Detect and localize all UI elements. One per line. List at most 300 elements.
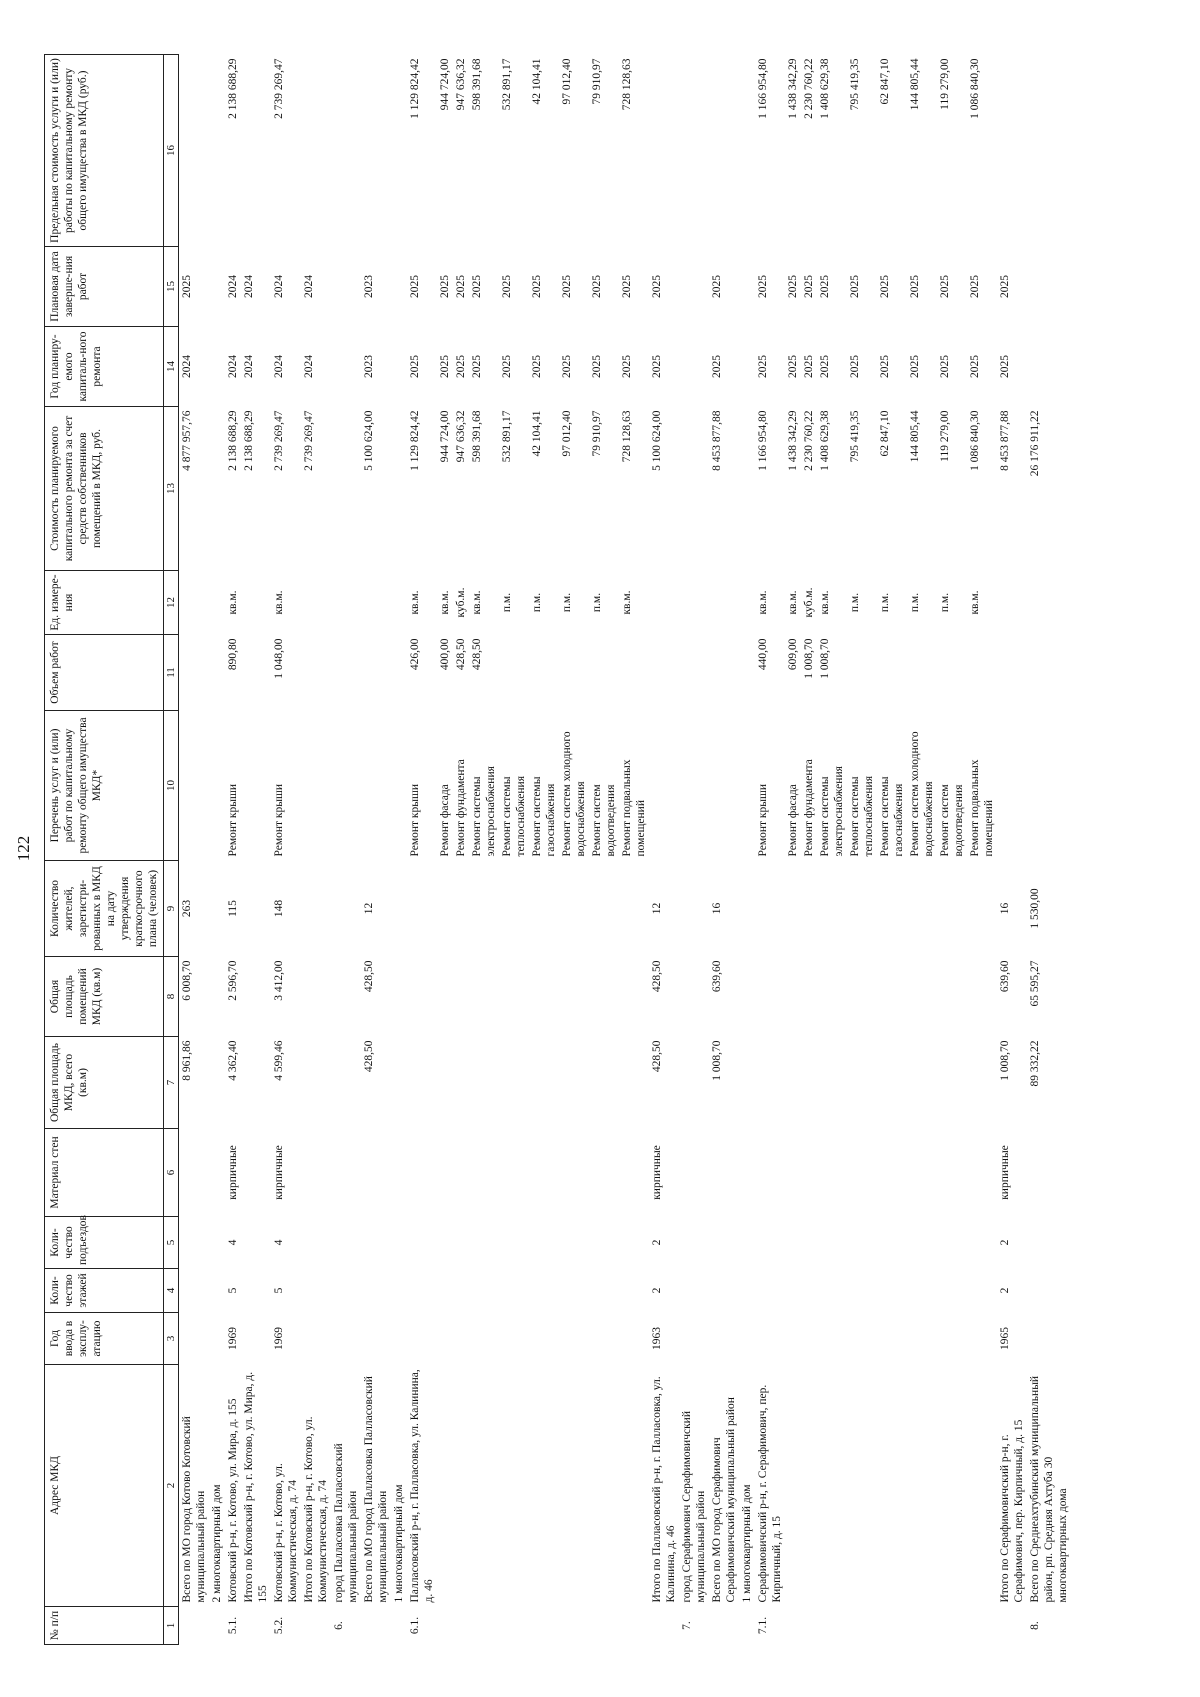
premises-area-cell [407,957,437,1037]
floors-cell [589,1269,619,1313]
entrances-cell [1027,1217,1071,1269]
planned-year-cell: 2025 [561,355,573,378]
cost-limit-cell: 2 138 688,29 [227,58,239,119]
address-cell: Всего по МО город Палласовка Палласовский муниципальный район [363,1376,389,1603]
table-row [499,55,529,1645]
row-number-cell [907,1607,937,1645]
column-number: 16 [164,55,179,247]
row-number-cell: 7. [681,1621,693,1630]
work-type-cell: Ремонт системы теплоснабжения [501,776,527,857]
work-volume-cell [907,635,937,711]
residents-cell: 16 [999,902,1011,915]
premises-area-cell [499,957,529,1037]
completion-date-cell: 2025 [531,275,543,298]
planned-cost-cell: 5 100 624,00 [651,410,663,471]
completion-date-cell: 2025 [471,275,483,298]
work-volume-cell: 428,50 [455,638,467,671]
work-volume-cell [301,635,331,711]
unit-cell: п.м. [849,592,861,613]
cost-limit-cell: 795 419,35 [849,58,861,111]
unit-cell [301,571,331,635]
wall-material-cell [785,1129,801,1217]
address-cell: Итого по Котовский р-н, г. Котово, ул. Коммунистическая, д. 74 [303,1416,329,1603]
table-row [619,55,649,1645]
cost-limit-cell [391,55,407,247]
completion-date-cell: 2025 [787,275,799,298]
table-row [709,55,739,1645]
completion-date-cell: 2025 [501,275,513,298]
column-number: 6 [164,1129,179,1217]
entrances-cell [679,1217,709,1269]
work-type-cell: Ремонт системы газоснабжения [879,776,905,857]
table-row [1027,55,1071,1645]
planned-year-cell: 2025 [651,355,663,378]
work-volume-cell [967,635,997,711]
work-type-cell: Ремонт систем холодного водоснабжения [909,731,935,857]
cost-limit-cell: 1 438 342,29 [787,58,799,119]
total-area-cell [967,1037,997,1129]
work-type-cell: Ремонт системы электроснабжения [819,766,845,857]
work-volume-cell [619,635,649,711]
column-number: 15 [164,247,179,327]
address-cell: город Палласовка Палласовский муниципальный район [333,1443,359,1603]
header-cell: Предельная стоимость услуги и (или) работы по капитальному ремонту общего имущества в МКД (руб.) [45,55,164,247]
residents-cell [529,861,559,957]
page-number: 122 [14,835,33,862]
cost-limit-cell: 947 636,32 [455,58,467,111]
residents-cell: 12 [363,902,375,915]
year-built-cell [407,1313,437,1365]
residents-cell [847,861,877,957]
wall-material-cell [437,1129,453,1217]
total-area-cell [437,1037,453,1129]
header-cell: Год ввода в эксплу-атацию [45,1313,164,1365]
entrances-cell [739,1217,755,1269]
unit-cell: кв.м. [787,590,799,615]
completion-date-cell: 2025 [819,275,831,298]
row-number-cell [499,1607,529,1645]
completion-date-cell: 2025 [757,275,769,298]
planned-year-cell: 2025 [711,355,723,378]
table-row [225,55,241,1645]
entrances-cell [785,1217,801,1269]
planned-year-cell: 2025 [757,355,769,378]
column-number: 1 [164,1607,179,1645]
wall-material-cell [179,1129,210,1217]
address-cell: Итого по Котовский р-н, г. Котово, ул. Мира, д. 155 [243,1371,269,1603]
entrances-cell [331,1217,361,1269]
completion-date-cell [679,247,709,327]
unit-cell [709,571,739,635]
column-number: 14 [164,327,179,407]
wall-material-cell [469,1129,499,1217]
unit-cell: кв.м. [439,590,451,615]
year-built-cell [709,1313,739,1365]
year-built-cell [877,1313,907,1365]
address-cell: Серафимовичский р-н, г. Серафимович, пер. Кирпичный, д. 15 [757,1384,783,1603]
table-row [469,55,499,1645]
row-number-cell [709,1607,739,1645]
table-row [589,55,619,1645]
header-cell: Коли-чество этажей [45,1269,164,1313]
work-volume-cell: 1 008,70 [803,638,815,679]
unit-cell: кв.м. [409,590,421,615]
table-row [529,55,559,1645]
planned-cost-cell: 119 279,00 [939,410,951,462]
entrances-cell [301,1217,331,1269]
floors-cell [529,1269,559,1313]
planned-cost-cell [679,407,709,571]
premises-area-cell: 428,50 [363,960,375,993]
completion-date-cell [391,247,407,327]
table-row [679,55,709,1645]
floors-cell [785,1269,801,1313]
address-cell [877,1365,907,1607]
residents-cell [907,861,937,957]
wall-material-cell: кирпичные [227,1145,239,1200]
work-volume-cell [241,635,271,711]
work-type-cell [241,711,271,861]
unit-cell [361,571,391,635]
work-type-cell: Ремонт систем водоотведения [939,784,965,857]
wall-material-cell [801,1129,817,1217]
entrances-cell [559,1217,589,1269]
completion-date-cell: 2025 [711,275,723,298]
planned-cost-cell [209,407,225,571]
planned-year-cell [209,327,225,407]
entrances-cell: 4 [273,1239,285,1246]
work-type-cell: Ремонт системы электроснабжения [471,766,497,857]
cost-limit-cell: 2 739 269,47 [273,58,285,119]
total-area-cell [469,1037,499,1129]
table-row [453,55,469,1645]
premises-area-cell [559,957,589,1037]
address-cell: 2 многоквартирный дом [211,1484,223,1603]
row-number-cell [391,1607,407,1645]
floors-cell [967,1269,997,1313]
residents-cell [437,861,453,957]
year-built-cell [391,1313,407,1365]
unit-cell [649,571,679,635]
residents-cell [817,861,847,957]
residents-cell [679,861,709,957]
premises-area-cell: 639,60 [711,960,723,993]
floors-cell [1027,1269,1071,1313]
wall-material-cell [1027,1129,1071,1217]
planned-cost-cell [391,407,407,571]
entrances-cell [469,1217,499,1269]
work-volume-cell [209,635,225,711]
residents-cell [619,861,649,957]
entrances-cell: 4 [227,1239,239,1246]
residents-cell [589,861,619,957]
entrances-cell [179,1217,210,1269]
planned-cost-cell: 947 636,32 [455,410,467,463]
completion-date-cell: 2025 [803,275,815,298]
total-area-cell [755,1037,785,1129]
floors-cell [407,1269,437,1313]
floors-cell: 5 [273,1287,285,1294]
year-built-cell [907,1313,937,1365]
work-volume-cell [559,635,589,711]
planned-cost-cell: 2 739 269,47 [273,410,285,471]
unit-cell: п.м. [561,592,573,613]
row-number-cell [997,1607,1027,1645]
row-number-cell [619,1607,649,1645]
premises-area-cell [679,957,709,1037]
header-cell: Общая площадь помещений МКД (кв.м) [45,957,164,1037]
planned-cost-cell: 79 910,97 [591,410,603,457]
cost-limit-cell: 1 408 629,38 [819,58,831,119]
total-area-cell [847,1037,877,1129]
floors-cell [709,1269,739,1313]
work-volume-cell: 1 048,00 [273,638,285,679]
work-volume-cell: 890,80 [227,638,239,671]
cost-limit-cell [679,55,709,247]
residents-cell [301,861,331,957]
year-built-cell [241,1313,271,1365]
wall-material-cell [331,1129,361,1217]
total-area-cell [499,1037,529,1129]
work-volume-cell [937,635,967,711]
residents-cell [801,861,817,957]
table-row [331,55,361,1645]
cost-limit-cell [241,55,271,247]
wall-material-cell [453,1129,469,1217]
residents-cell: 16 [711,902,723,915]
completion-date-cell [209,247,225,327]
floors-cell [817,1269,847,1313]
completion-date-cell: 2025 [621,275,633,298]
wall-material-cell [907,1129,937,1217]
premises-area-cell [847,957,877,1037]
planned-year-cell: 2025 [879,355,891,378]
table-row [877,55,907,1645]
planned-cost-cell [331,407,361,571]
total-area-cell [209,1037,225,1129]
planned-year-cell: 2025 [909,355,921,378]
year-built-cell [529,1313,559,1365]
residents-cell [877,861,907,957]
floors-cell [755,1269,785,1313]
entrances-cell [801,1217,817,1269]
address-cell: Палласовский р-н, г. Палласовка, ул. Калинина, д. 46 [409,1369,435,1603]
premises-area-cell [209,957,225,1037]
row-number-cell: 6. [333,1621,345,1630]
completion-date-cell: 2025 [879,275,891,298]
year-built-cell [817,1313,847,1365]
table-row [755,55,785,1645]
work-type-cell: Ремонт фундамента [455,759,467,857]
planned-cost-cell: 944 724,00 [439,410,451,463]
planned-cost-cell: 2 138 688,29 [243,410,255,471]
address-cell: 1 многоквартирный дом [741,1484,753,1603]
wall-material-cell [407,1129,437,1217]
unit-cell: кв.м. [757,590,769,615]
floors-cell [301,1269,331,1313]
address-cell [469,1365,499,1607]
year-built-cell: 1969 [273,1327,285,1350]
floors-cell [937,1269,967,1313]
work-volume-cell: 609,00 [787,638,799,671]
total-area-cell [391,1037,407,1129]
residents-cell [453,861,469,957]
work-type-cell: Ремонт фундамента [803,759,815,857]
total-area-cell: 4 362,40 [227,1040,239,1081]
planned-year-cell: 2025 [849,355,861,378]
unit-cell [997,571,1027,635]
header-row [45,55,164,1645]
entrances-cell [361,1217,391,1269]
address-cell [801,1365,817,1607]
total-area-cell [559,1037,589,1129]
unit-cell: куб.м. [803,587,815,618]
total-area-cell: 8 961,86 [181,1040,193,1081]
premises-area-cell [755,957,785,1037]
total-area-cell [529,1037,559,1129]
header-cell: Ед. измере-ния [45,571,164,635]
premises-area-cell: 65 595,27 [1029,960,1041,1007]
completion-date-cell: 2025 [849,275,861,298]
entrances-cell [755,1217,785,1269]
work-type-cell: Ремонт крыши [273,783,285,857]
planned-cost-cell: 8 453 877,88 [999,410,1011,471]
address-cell [619,1365,649,1607]
cost-limit-cell [739,55,755,247]
total-area-cell [301,1037,331,1129]
work-volume-cell [499,635,529,711]
year-built-cell [619,1313,649,1365]
cost-limit-cell: 598 391,68 [471,58,483,111]
work-volume-cell [877,635,907,711]
entrances-cell [877,1217,907,1269]
planned-cost-cell [739,407,755,571]
cost-limit-cell [997,55,1027,247]
premises-area-cell [469,957,499,1037]
work-type-cell [179,711,210,861]
planned-cost-cell: 532 891,17 [501,410,513,463]
address-cell [589,1365,619,1607]
entrances-cell [437,1217,453,1269]
row-number-cell [437,1607,453,1645]
table-row [301,55,331,1645]
year-built-cell: 1969 [227,1327,239,1350]
cost-limit-cell: 62 847,10 [879,58,891,105]
column-number: 10 [164,711,179,861]
unit-cell: п.м. [501,592,513,613]
column-number: 9 [164,861,179,957]
premises-area-cell [785,957,801,1037]
address-cell [559,1365,589,1607]
total-area-cell [937,1037,967,1129]
residents-cell [331,861,361,957]
work-type-cell [209,711,225,861]
planned-cost-cell: 1 086 840,30 [969,410,981,471]
entrances-cell [241,1217,271,1269]
wall-material-cell [559,1129,589,1217]
work-volume-cell [331,635,361,711]
wall-material-cell [817,1129,847,1217]
completion-date-cell: 2023 [363,275,375,298]
planned-year-cell: 2025 [803,355,815,378]
total-area-cell: 428,50 [363,1040,375,1073]
planned-year-cell: 2025 [591,355,603,378]
header-cell: Общая площадь МКД, всего (кв.м) [45,1037,164,1129]
row-number-cell: 5.2. [273,1616,285,1635]
entrances-cell: 2 [999,1239,1011,1246]
year-built-cell [209,1313,225,1365]
total-area-cell: 428,50 [651,1040,663,1073]
planned-year-cell: 2025 [621,355,633,378]
header-cell: Год планиру-емого капиталь-ного ремонта [45,327,164,407]
floors-cell [559,1269,589,1313]
work-type-cell: Ремонт системы теплоснабжения [849,776,875,857]
column-number-row [164,55,179,1645]
completion-date-cell [1027,247,1071,327]
premises-area-cell [967,957,997,1037]
floors-cell [739,1269,755,1313]
entrances-cell [817,1217,847,1269]
completion-date-cell: 2025 [455,275,467,298]
completion-date-cell [739,247,755,327]
premises-area-cell: 3 412,00 [273,960,285,1001]
cost-limit-cell: 144 805,44 [909,58,921,111]
wall-material-cell [739,1129,755,1217]
planned-year-cell: 2025 [999,355,1011,378]
planned-year-cell: 2025 [501,355,513,378]
work-volume-cell [589,635,619,711]
unit-cell: п.м. [531,592,543,613]
wall-material-cell [709,1129,739,1217]
planned-year-cell: 2025 [409,355,421,378]
year-built-cell: 1963 [651,1327,663,1350]
completion-date-cell: 2025 [651,275,663,298]
unit-cell: кв.м. [227,590,239,615]
planned-cost-cell: 598 391,68 [471,410,483,463]
total-area-cell [817,1037,847,1129]
residents-cell [499,861,529,957]
table-row [179,55,210,1645]
floors-cell: 5 [227,1287,239,1294]
work-type-cell [391,711,407,861]
cost-limit-cell: 728 128,63 [621,58,633,111]
unit-cell [679,571,709,635]
wall-material-cell [499,1129,529,1217]
residents-cell: 263 [181,899,193,918]
table-row [391,55,407,1645]
work-type-cell: Ремонт крыши [409,783,421,857]
wall-material-cell [301,1129,331,1217]
floors-cell [619,1269,649,1313]
row-number-cell [937,1607,967,1645]
completion-date-cell: 2024 [227,275,239,298]
wall-material-cell [755,1129,785,1217]
work-type-cell: Ремонт подвальных помещений [969,759,995,857]
planned-cost-cell: 1 166 954,80 [757,410,769,471]
year-built-cell [755,1313,785,1365]
work-volume-cell: 426,00 [409,638,421,671]
address-cell [907,1365,937,1607]
cost-limit-cell [709,55,739,247]
total-area-cell: 4 599,46 [273,1040,285,1081]
completion-date-cell: 2025 [909,275,921,298]
work-type-cell [361,711,391,861]
unit-cell: кв.м. [819,590,831,615]
work-type-cell: Ремонт фасада [439,784,451,857]
entrances-cell [709,1217,739,1269]
planned-year-cell: 2025 [531,355,543,378]
cost-limit-cell [649,55,679,247]
